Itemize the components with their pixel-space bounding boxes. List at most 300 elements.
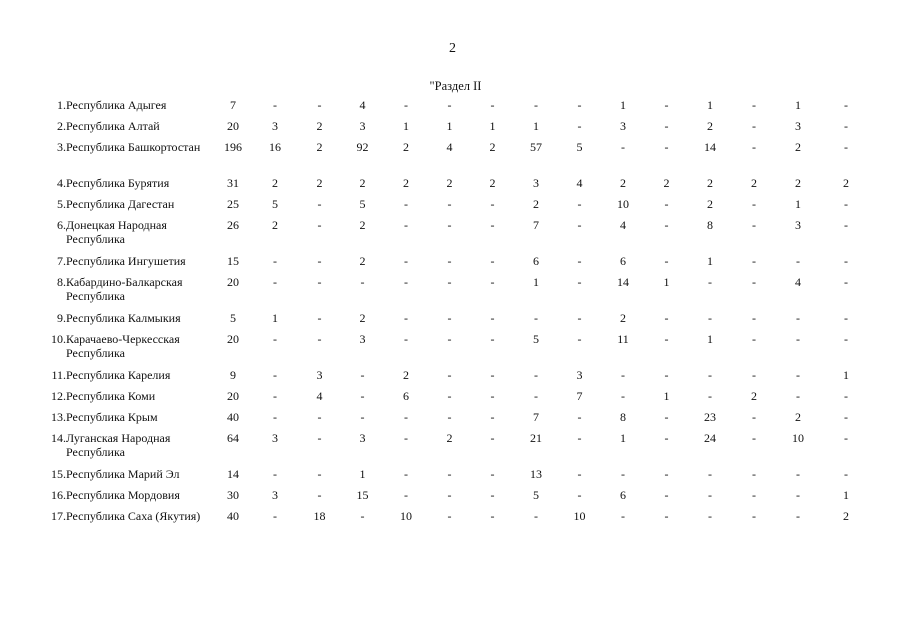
table-cell: 8 bbox=[620, 410, 626, 424]
table-cell: 6 bbox=[620, 254, 626, 268]
table-cell: 1 bbox=[663, 389, 670, 403]
table-cell: 1 bbox=[533, 119, 539, 133]
table-cell: - bbox=[360, 275, 365, 289]
table-cell: 2 bbox=[446, 431, 453, 445]
table-cell: - bbox=[752, 410, 756, 424]
table-cell: - bbox=[317, 197, 322, 211]
table-cell: - bbox=[490, 368, 495, 382]
table-cell: - bbox=[490, 254, 495, 268]
table-cell: - bbox=[844, 467, 848, 481]
table-cell: - bbox=[360, 509, 365, 523]
table-cell: 1 bbox=[489, 119, 496, 133]
table-cell: 92 bbox=[356, 140, 369, 154]
table-cell: 14 bbox=[617, 275, 629, 289]
table-cell: - bbox=[317, 311, 322, 325]
table-cell: - bbox=[490, 332, 495, 346]
table-cell: - bbox=[844, 410, 848, 424]
table-cell: - bbox=[404, 467, 408, 481]
table-cell: 1 bbox=[795, 98, 801, 112]
row-number: 9. bbox=[57, 311, 66, 325]
section-title: "Раздел II bbox=[429, 79, 482, 93]
table-cell: - bbox=[317, 275, 322, 289]
table-row bbox=[30, 431, 872, 467]
table-cell: 7 bbox=[533, 218, 539, 232]
table-cell: - bbox=[752, 119, 756, 133]
table-cell: - bbox=[844, 275, 848, 289]
table-cell: - bbox=[490, 509, 495, 523]
table-cell: - bbox=[844, 119, 848, 133]
table-cell: - bbox=[534, 311, 538, 325]
table-cell: 3 bbox=[795, 218, 801, 232]
table-cell: 26 bbox=[227, 218, 239, 232]
table-cell: - bbox=[317, 488, 322, 502]
table-cell: - bbox=[796, 254, 800, 268]
table-cell: - bbox=[664, 218, 669, 232]
table-cell: - bbox=[664, 431, 669, 445]
table-cell: - bbox=[534, 98, 538, 112]
table-cell: 2 bbox=[446, 176, 453, 190]
table-cell: 1 bbox=[707, 332, 713, 346]
table-cell: - bbox=[577, 98, 582, 112]
table-cell: 2 bbox=[359, 218, 366, 232]
table-cell: - bbox=[664, 254, 669, 268]
region-name: Кабардино-Балкарская Республика bbox=[66, 275, 183, 303]
table-cell: 3 bbox=[620, 119, 626, 133]
table-cell: - bbox=[404, 197, 408, 211]
table-cell: 3 bbox=[316, 368, 323, 382]
table-cell: 4 bbox=[576, 176, 583, 190]
table-cell: 2 bbox=[663, 176, 670, 190]
table-cell: - bbox=[844, 254, 848, 268]
table-cell: 5 bbox=[576, 140, 583, 154]
table-cell: - bbox=[317, 410, 322, 424]
table-cell: 3 bbox=[272, 119, 278, 133]
table-cell: 2 bbox=[359, 254, 366, 268]
table-cell: - bbox=[577, 311, 582, 325]
table-cell: - bbox=[404, 410, 408, 424]
row-number: 5. bbox=[57, 197, 66, 211]
table-cell: - bbox=[490, 389, 495, 403]
row-number: 4. bbox=[57, 176, 66, 190]
regions-table bbox=[30, 98, 872, 545]
table-cell: 18 bbox=[313, 509, 326, 523]
table-cell: - bbox=[844, 197, 848, 211]
table-cell: 40 bbox=[227, 410, 239, 424]
table-cell: 1 bbox=[663, 275, 670, 289]
table-cell: - bbox=[447, 368, 452, 382]
table-cell: - bbox=[796, 332, 800, 346]
table-cell: - bbox=[447, 311, 452, 325]
row-number: 16. bbox=[51, 488, 66, 502]
table-cell: 2 bbox=[751, 176, 757, 190]
table-cell: - bbox=[752, 254, 756, 268]
table-row bbox=[30, 509, 872, 545]
table-cell: 4 bbox=[446, 140, 453, 154]
table-row bbox=[30, 332, 872, 368]
table-cell: - bbox=[752, 197, 756, 211]
table-cell: 14 bbox=[227, 467, 239, 481]
table-cell: - bbox=[708, 488, 712, 502]
table-cell: - bbox=[664, 467, 669, 481]
table-cell: 10 bbox=[792, 431, 804, 445]
table-cell: - bbox=[577, 431, 582, 445]
table-cell: 1 bbox=[620, 431, 626, 445]
table-cell: - bbox=[752, 332, 756, 346]
table-cell: 57 bbox=[530, 140, 542, 154]
table-row bbox=[30, 176, 872, 197]
table-cell: - bbox=[273, 98, 277, 112]
table-row bbox=[30, 311, 872, 332]
table-cell: - bbox=[752, 467, 756, 481]
table-cell: 2 bbox=[359, 176, 366, 190]
table-cell: 16 bbox=[269, 140, 281, 154]
table-cell: - bbox=[490, 197, 495, 211]
table-cell: 1 bbox=[620, 98, 626, 112]
table-cell: 3 bbox=[272, 431, 278, 445]
table-cell: - bbox=[752, 488, 756, 502]
table-cell: - bbox=[752, 368, 756, 382]
table-cell: 2 bbox=[403, 176, 409, 190]
table-cell: 1 bbox=[843, 488, 849, 502]
table-cell: - bbox=[447, 197, 452, 211]
table-body bbox=[30, 98, 872, 545]
table-cell: 5 bbox=[533, 488, 539, 502]
table-cell: - bbox=[844, 389, 848, 403]
table-cell: 2 bbox=[707, 197, 713, 211]
table-cell: - bbox=[621, 389, 625, 403]
region-name: Республика Крым bbox=[66, 410, 158, 424]
table-cell: - bbox=[534, 389, 538, 403]
region-name: Республика Коми bbox=[66, 389, 156, 403]
table-cell: - bbox=[844, 431, 848, 445]
table-cell: - bbox=[752, 98, 756, 112]
table-cell: 1 bbox=[446, 119, 453, 133]
table-cell: 2 bbox=[620, 176, 626, 190]
table-cell: - bbox=[796, 311, 800, 325]
table-cell: 2 bbox=[620, 311, 626, 325]
table-cell: 3 bbox=[359, 119, 366, 133]
table-cell: 2 bbox=[272, 176, 278, 190]
table-cell: - bbox=[273, 332, 277, 346]
table-cell: 2 bbox=[533, 197, 539, 211]
table-cell: 2 bbox=[359, 311, 366, 325]
table-cell: 1 bbox=[707, 98, 713, 112]
region-name: Республика Марий Эл bbox=[66, 467, 180, 481]
table-cell: 9 bbox=[230, 368, 236, 382]
table-cell: 2 bbox=[843, 176, 849, 190]
region-name: Республика Карелия bbox=[66, 368, 171, 382]
table-cell: - bbox=[447, 467, 452, 481]
table-cell: - bbox=[577, 275, 582, 289]
table-cell: - bbox=[447, 254, 452, 268]
table-cell: - bbox=[577, 467, 582, 481]
table-cell: 4 bbox=[316, 389, 323, 403]
table-cell: - bbox=[577, 332, 582, 346]
table-cell: 2 bbox=[707, 176, 713, 190]
table-cell: 10 bbox=[617, 197, 629, 211]
table-cell: 2 bbox=[272, 218, 278, 232]
table-cell: 2 bbox=[707, 119, 713, 133]
region-name: Республика Башкортостан bbox=[66, 140, 201, 154]
table-cell: - bbox=[796, 509, 800, 523]
table-cell: - bbox=[490, 431, 495, 445]
table-cell: 2 bbox=[316, 140, 323, 154]
row-number: 8. bbox=[57, 275, 66, 289]
table-cell: - bbox=[317, 467, 322, 481]
table-cell: 2 bbox=[316, 176, 323, 190]
table-row bbox=[30, 488, 872, 509]
table-cell: 6 bbox=[403, 389, 409, 403]
table-cell: - bbox=[447, 509, 452, 523]
table-cell: - bbox=[273, 467, 277, 481]
table-cell: - bbox=[490, 218, 495, 232]
table-cell: - bbox=[752, 275, 756, 289]
table-cell: - bbox=[273, 410, 277, 424]
table-cell: - bbox=[621, 509, 625, 523]
table-cell: - bbox=[752, 311, 756, 325]
table-cell: 2 bbox=[795, 176, 801, 190]
table-cell: 11 bbox=[617, 332, 629, 346]
table-cell: 3 bbox=[795, 119, 801, 133]
region-name: Республика Бурятия bbox=[66, 176, 170, 190]
table-cell: 15 bbox=[356, 488, 369, 502]
table-cell: 10 bbox=[573, 509, 586, 523]
row-number: 2. bbox=[57, 119, 66, 133]
table-cell: - bbox=[360, 410, 365, 424]
table-cell: - bbox=[273, 509, 277, 523]
row-number: 14. bbox=[51, 431, 66, 445]
table-cell: - bbox=[708, 389, 712, 403]
row-number: 17. bbox=[51, 509, 66, 523]
row-number: 6. bbox=[57, 218, 66, 232]
table-cell: 14 bbox=[704, 140, 716, 154]
table-cell: - bbox=[490, 98, 495, 112]
table-cell: - bbox=[404, 488, 408, 502]
table-cell: - bbox=[752, 509, 756, 523]
table-row bbox=[30, 254, 872, 275]
table-cell: - bbox=[796, 368, 800, 382]
row-number: 12. bbox=[51, 389, 66, 403]
table-row bbox=[30, 389, 872, 410]
row-number: 15. bbox=[51, 467, 66, 481]
table-cell: - bbox=[273, 254, 277, 268]
table-cell: - bbox=[664, 197, 669, 211]
table-cell: - bbox=[447, 410, 452, 424]
table-row bbox=[30, 467, 872, 488]
table-cell: 4 bbox=[359, 98, 366, 112]
table-cell: - bbox=[404, 254, 408, 268]
table-cell: - bbox=[796, 467, 800, 481]
table-cell: 15 bbox=[227, 254, 239, 268]
table-cell: - bbox=[534, 509, 538, 523]
table-row bbox=[30, 410, 872, 431]
table-cell: 2 bbox=[795, 140, 801, 154]
table-cell: 2 bbox=[751, 389, 757, 403]
region-name: Республика Адыгея bbox=[66, 98, 167, 112]
table-cell: 6 bbox=[620, 488, 626, 502]
table-cell: - bbox=[752, 431, 756, 445]
table-cell: - bbox=[708, 467, 712, 481]
row-number: 10. bbox=[51, 332, 66, 346]
region-name: Республика Дагестан bbox=[66, 197, 175, 211]
table-cell: 13 bbox=[530, 467, 542, 481]
table-cell: 1 bbox=[707, 254, 713, 268]
table-cell: - bbox=[844, 140, 848, 154]
table-cell: - bbox=[664, 119, 669, 133]
table-cell: - bbox=[360, 389, 365, 403]
table-cell: 2 bbox=[489, 140, 496, 154]
table-cell: - bbox=[796, 389, 800, 403]
table-cell: 1 bbox=[843, 368, 849, 382]
table-cell: - bbox=[490, 488, 495, 502]
table-cell: 10 bbox=[400, 509, 412, 523]
table-cell: - bbox=[708, 509, 712, 523]
table-cell: 20 bbox=[227, 332, 239, 346]
table-cell: - bbox=[708, 368, 712, 382]
table-cell: - bbox=[844, 98, 848, 112]
table-cell: - bbox=[447, 332, 452, 346]
table-cell: - bbox=[577, 410, 582, 424]
region-name: Республика Ингушетия bbox=[66, 254, 186, 268]
table-cell: - bbox=[404, 431, 408, 445]
table-cell: - bbox=[796, 488, 800, 502]
table-row bbox=[30, 98, 872, 119]
region-name: Луганская Народная Республика bbox=[66, 431, 171, 459]
table-cell: - bbox=[490, 467, 495, 481]
table-cell: - bbox=[447, 389, 452, 403]
table-cell: 5 bbox=[359, 197, 366, 211]
table-cell: - bbox=[752, 218, 756, 232]
table-cell: 23 bbox=[704, 410, 716, 424]
table-cell: 5 bbox=[230, 311, 236, 325]
table-row bbox=[30, 368, 872, 389]
region-name: Республика Мордовия bbox=[66, 488, 180, 502]
region-name: Республика Алтай bbox=[66, 119, 160, 133]
table-cell: 1 bbox=[359, 467, 366, 481]
table-cell: - bbox=[708, 311, 712, 325]
table-cell: - bbox=[577, 119, 582, 133]
table-cell: 2 bbox=[403, 368, 409, 382]
table-cell: 2 bbox=[316, 119, 323, 133]
table-cell: 2 bbox=[489, 176, 496, 190]
table-row bbox=[30, 275, 872, 311]
table-cell: 2 bbox=[403, 140, 409, 154]
table-cell: 20 bbox=[227, 389, 239, 403]
table-cell: 7 bbox=[576, 389, 583, 403]
table-cell: - bbox=[273, 275, 277, 289]
table-cell: 4 bbox=[795, 275, 801, 289]
table-row bbox=[30, 218, 872, 254]
row-number: 11. bbox=[51, 368, 66, 382]
table-cell: - bbox=[490, 311, 495, 325]
table-cell: 1 bbox=[403, 119, 409, 133]
table-cell: - bbox=[317, 332, 322, 346]
table-cell: - bbox=[273, 368, 277, 382]
table-cell: 25 bbox=[227, 197, 239, 211]
table-cell: 5 bbox=[272, 197, 278, 211]
table-row bbox=[30, 119, 872, 140]
table-cell: - bbox=[664, 98, 669, 112]
table-cell: 1 bbox=[272, 311, 278, 325]
table-cell: - bbox=[577, 218, 582, 232]
table-cell: - bbox=[577, 197, 582, 211]
table-cell: - bbox=[844, 311, 848, 325]
table-cell: - bbox=[621, 368, 625, 382]
region-name: Карачаево-Черкесская Республика bbox=[66, 332, 180, 360]
table-cell: 7 bbox=[230, 98, 236, 112]
table-cell: - bbox=[404, 275, 408, 289]
row-number: 1. bbox=[57, 98, 66, 112]
table-cell: - bbox=[447, 275, 452, 289]
table-cell: - bbox=[664, 368, 669, 382]
table-cell: - bbox=[317, 98, 322, 112]
page-number: 2 bbox=[449, 41, 456, 56]
table-cell: 2 bbox=[843, 509, 849, 523]
table-cell: - bbox=[752, 140, 756, 154]
table-cell: 3 bbox=[359, 431, 366, 445]
table-cell: 5 bbox=[533, 332, 539, 346]
table-cell: - bbox=[360, 368, 365, 382]
table-cell: - bbox=[447, 98, 452, 112]
table-cell: 21 bbox=[530, 431, 542, 445]
table-cell: - bbox=[404, 311, 408, 325]
table-cell: 20 bbox=[227, 119, 239, 133]
table-cell: - bbox=[577, 488, 582, 502]
table-cell: 196 bbox=[224, 140, 242, 154]
table-cell: - bbox=[404, 332, 408, 346]
table-cell: 3 bbox=[359, 332, 366, 346]
row-number: 7. bbox=[57, 254, 66, 268]
table-cell: 3 bbox=[576, 368, 583, 382]
table-row bbox=[30, 197, 872, 218]
table-cell: - bbox=[447, 218, 452, 232]
table-cell: - bbox=[664, 410, 669, 424]
table-cell: 64 bbox=[227, 431, 239, 445]
table-cell: - bbox=[664, 332, 669, 346]
table-cell: 8 bbox=[707, 218, 713, 232]
table-cell: - bbox=[317, 218, 322, 232]
table-cell: - bbox=[708, 275, 712, 289]
table-cell: - bbox=[577, 254, 582, 268]
table-cell: 30 bbox=[227, 488, 239, 502]
row-number: 13. bbox=[51, 410, 66, 424]
table-row bbox=[30, 140, 872, 176]
table-cell: 20 bbox=[227, 275, 239, 289]
table-cell: 4 bbox=[620, 218, 626, 232]
table-cell: - bbox=[447, 488, 452, 502]
table-cell: - bbox=[844, 218, 848, 232]
row-number: 3. bbox=[57, 140, 66, 154]
table-cell: - bbox=[534, 368, 538, 382]
table-cell: 31 bbox=[227, 176, 239, 190]
table-cell: - bbox=[317, 254, 322, 268]
table-cell: - bbox=[490, 275, 495, 289]
table-cell: - bbox=[664, 509, 669, 523]
table-cell: 1 bbox=[795, 197, 801, 211]
region-name: Республика Калмыкия bbox=[66, 311, 181, 325]
table-cell: - bbox=[317, 431, 322, 445]
table-cell: 24 bbox=[704, 431, 716, 445]
table-cell: 2 bbox=[795, 410, 801, 424]
table-cell: - bbox=[664, 488, 669, 502]
table-cell: 3 bbox=[272, 488, 278, 502]
table-cell: - bbox=[273, 389, 277, 403]
region-name: Донецкая Народная Республика bbox=[66, 218, 167, 246]
table-cell: - bbox=[664, 311, 669, 325]
table-cell: 3 bbox=[533, 176, 539, 190]
table-cell: 40 bbox=[227, 509, 239, 523]
table-cell: - bbox=[621, 467, 625, 481]
